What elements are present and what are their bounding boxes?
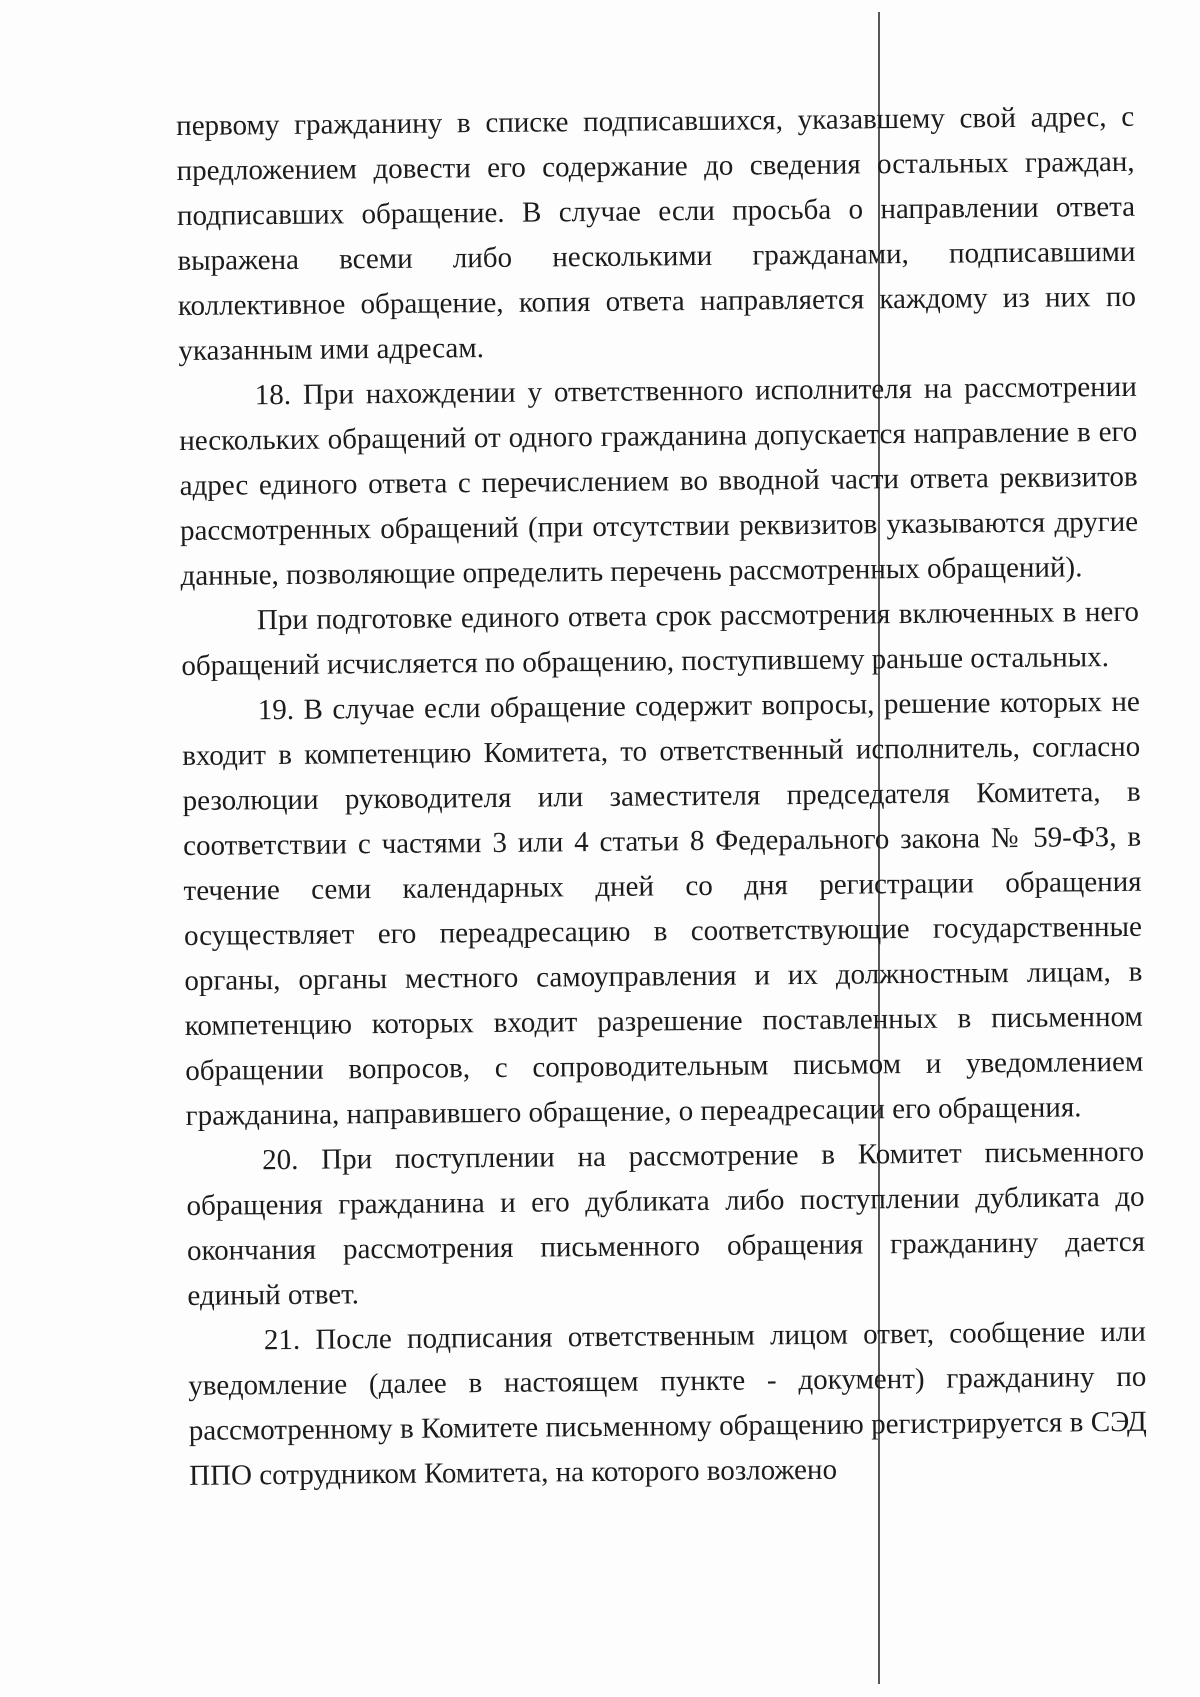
paragraph-20: 20. При поступлении на рассмотрение в Комитет письменного обращения гражданина и его дубликата либо поступлении дубликата до окончания рассмотрения письменного обращения гражданину дается единый ответ. <box>186 1135 1146 1312</box>
paragraph-continuation: первому гражданину в списке подписавшихся, указавшему свой адрес, с предложением довести его содержание до сведения остальных граждан, подписавших обращение. В случае если просьба о направлении ответа выражена всеми либо несколькими гражданами, подписавшими коллективное обращение, копия ответа направляется каждому из них по указанным ими адресам. <box>176 100 1137 367</box>
paragraph-21: 21. После подписания ответственным лицом ответ, сообщение или уведомление (далее в настоящем пункте - документ) гражданину по рассмотренному в Комитете письменному обращению регистрируется в СЭД ППО сотрудником Комитета, на которого возложено <box>188 1315 1147 1492</box>
paragraph-19: 19. В случае если обращение содержит вопросы, решение которых не входит в компетенцию Комитета, то ответственный исполнитель, согласно резолюции руководителя или заместителя председателя Комитета, в соответствии с частями 3 или 4 статьи 8 Федерального закона № 59-ФЗ, в течение семи календарных дней со дня регистрации обращения осуществляет его переадресацию в соответствующие государственные органы, органы местного самоуправления и их должностным лицам, в компетенцию которых входит разрешение поставленных в письменном обращении вопросов, с сопроводительным письмом и уведомлением гражданина, направившего обращение, о переадресации его обращения. <box>182 685 1144 1132</box>
paragraph-18-single-answer-term: При подготовке единого ответа срок рассмотрения включенных в него обращений исчисляется по обращению, поступившему раньше остальных. <box>181 595 1140 682</box>
paragraph-18: 18. При нахождении у ответственного исполнителя на рассмотрении нескольких обращений от одного гражданина допускается направление в его адрес единого ответа с перечислением во вводной части ответа реквизитов рассмотренных обращений (при отсутствии реквизитов указываются другие данные, позволяющие определить перечень рассмотренных обращений). <box>179 370 1139 592</box>
document-body <box>176 95 1147 1499</box>
